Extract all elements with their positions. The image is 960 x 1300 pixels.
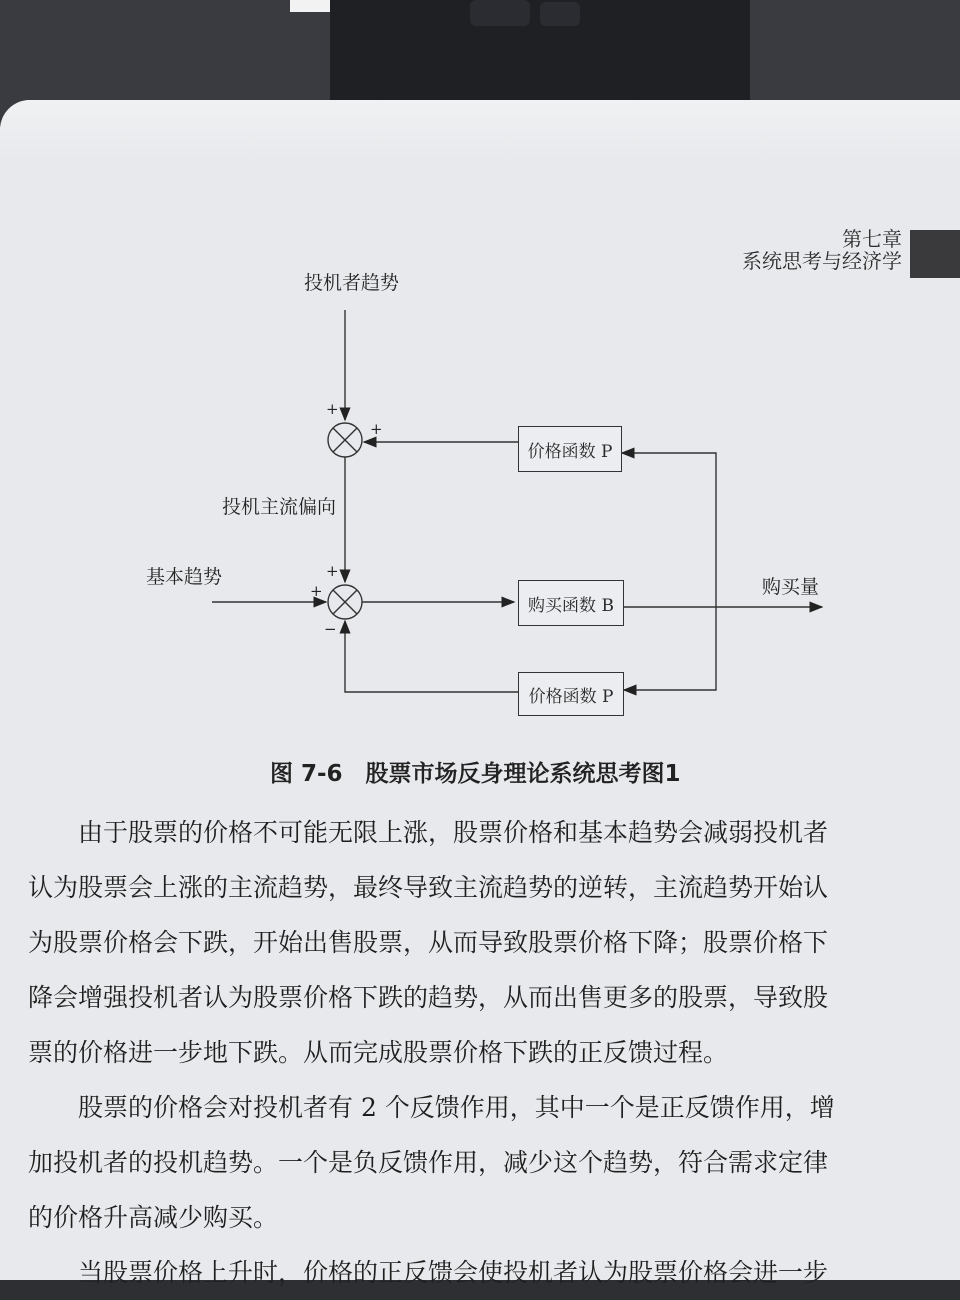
label-mainstream-bias: 投机主流偏向 [222,496,337,518]
text-line: 当股票价格上升时，价格的正反馈会使投机者认为股票价格会进一步 [78,1258,829,1287]
chapter-title: 系统思考与经济学 [742,249,902,273]
chapter-number: 第七章 [842,227,902,251]
feedback-bottom-loop [626,607,716,690]
sign-plus: + [326,400,339,418]
text-line: 认为股票会上涨的主流趋势，最终导致主流趋势的逆转，主流趋势开始认 [28,873,829,902]
box-purchase-function: 购买函数 B [518,580,624,626]
feedback-bottom-return [345,622,518,692]
text-line: 加投机者的投机趋势。一个是负反馈作用，减少这个趋势，符合需求定律 [28,1148,829,1177]
text-line: 为股票价格会下跌，开始出售股票，从而导致股票价格下降；股票价格下 [28,928,829,957]
text-line: 股票的价格会对投机者有 2 个反馈作用，其中一个是正反馈作用，增 [78,1093,835,1122]
figure-caption: 图 7-6 股票市场反身理论系统思考图1 [270,761,681,787]
feedback-top-loop [624,453,716,607]
text-line: 票的价格进一步地下跌。从而完成股票价格下跌的正反馈过程。 [28,1038,729,1067]
label-fundamental-trend: 基本趋势 [146,566,223,588]
sign-minus: − [324,620,337,638]
box-price-function-top: 价格函数 P [518,426,622,472]
sign-plus: + [310,582,323,600]
box-price-function-bottom: 价格函数 P [518,672,624,716]
device-detail [540,2,580,26]
sign-plus: + [326,562,339,580]
text-line: 降会增强投机者认为股票价格下跌的趋势，从而出售更多的股票，导致股 [28,983,829,1012]
label-purchase-volume: 购买量 [762,576,820,598]
text-line: 由于股票的价格不可能无限上涨，股票价格和基本趋势会减弱投机者 [78,818,829,847]
text-line: 的价格升高减少购买。 [28,1203,279,1232]
label-speculator-trend: 投机者趋势 [304,272,400,294]
book-page [0,100,960,1287]
sign-plus: + [370,420,383,438]
feedback-diagram [0,100,960,820]
body-text [28,805,948,1300]
device-detail [470,0,530,26]
